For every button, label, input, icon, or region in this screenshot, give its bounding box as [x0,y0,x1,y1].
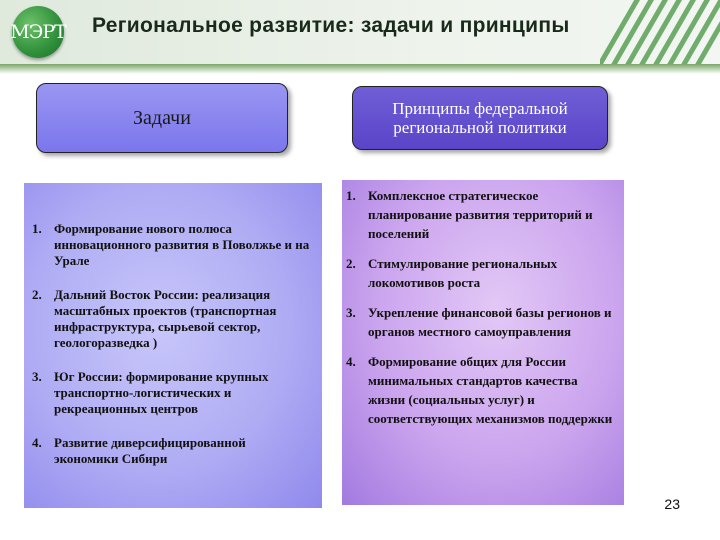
principle-item [346,254,616,292]
task-text: Развитие диверсифицированной экономики Сибири [54,435,246,466]
task-item [32,435,312,467]
slide-title: Региональное развитие: задачи и принципы [92,14,570,37]
task-number: 1. [32,221,42,236]
task-text: Юг России: формирование крупных транспортно-логистических и рекреационных центров [54,369,269,416]
task-number: 3. [32,369,42,384]
tasks-panel [24,183,322,508]
principle-text: Комплексное стратегическое планирование развития территорий и поселений [368,188,593,241]
principle-text: Стимулирование региональных локомотивов роста [368,256,558,290]
principle-item [346,352,616,428]
principle-number: 2. [346,256,356,271]
principle-number: 4. [346,354,356,369]
principle-item [346,303,616,341]
principle-item [346,186,616,243]
tasks-heading-box [36,83,288,153]
task-item [32,369,312,417]
task-number: 2. [32,287,42,302]
task-text: Формирование нового полюса инновационного развития в Поволжье и на Урале [54,221,310,268]
header-divider [0,64,720,74]
mert-logo [12,6,64,58]
principle-number: 3. [346,305,356,320]
tasks-heading: Задачи [133,106,191,129]
task-number: 4. [32,435,42,450]
principle-number: 1. [346,188,356,203]
task-text: Дальний Восток России: реализация масштабных проектов (транспортная инфраструктура, сырьевой сектор, геологоразведка ) [54,287,277,350]
principle-text: Укрепление финансовой базы регионов и органов местного самоуправления [368,305,612,339]
logo-text: МЭРТ [10,21,66,43]
page-number: 23 [664,496,680,512]
principles-heading: Принципы федеральной региональной политики [392,99,568,137]
task-item [32,221,312,269]
task-item [32,287,312,351]
principles-panel [342,180,624,505]
principle-text: Формирование общих для России минимальных стандартов качества жизни (социальных услуг) и соответствующих механизмов поддержки [368,354,613,426]
principles-heading-box [352,86,608,150]
